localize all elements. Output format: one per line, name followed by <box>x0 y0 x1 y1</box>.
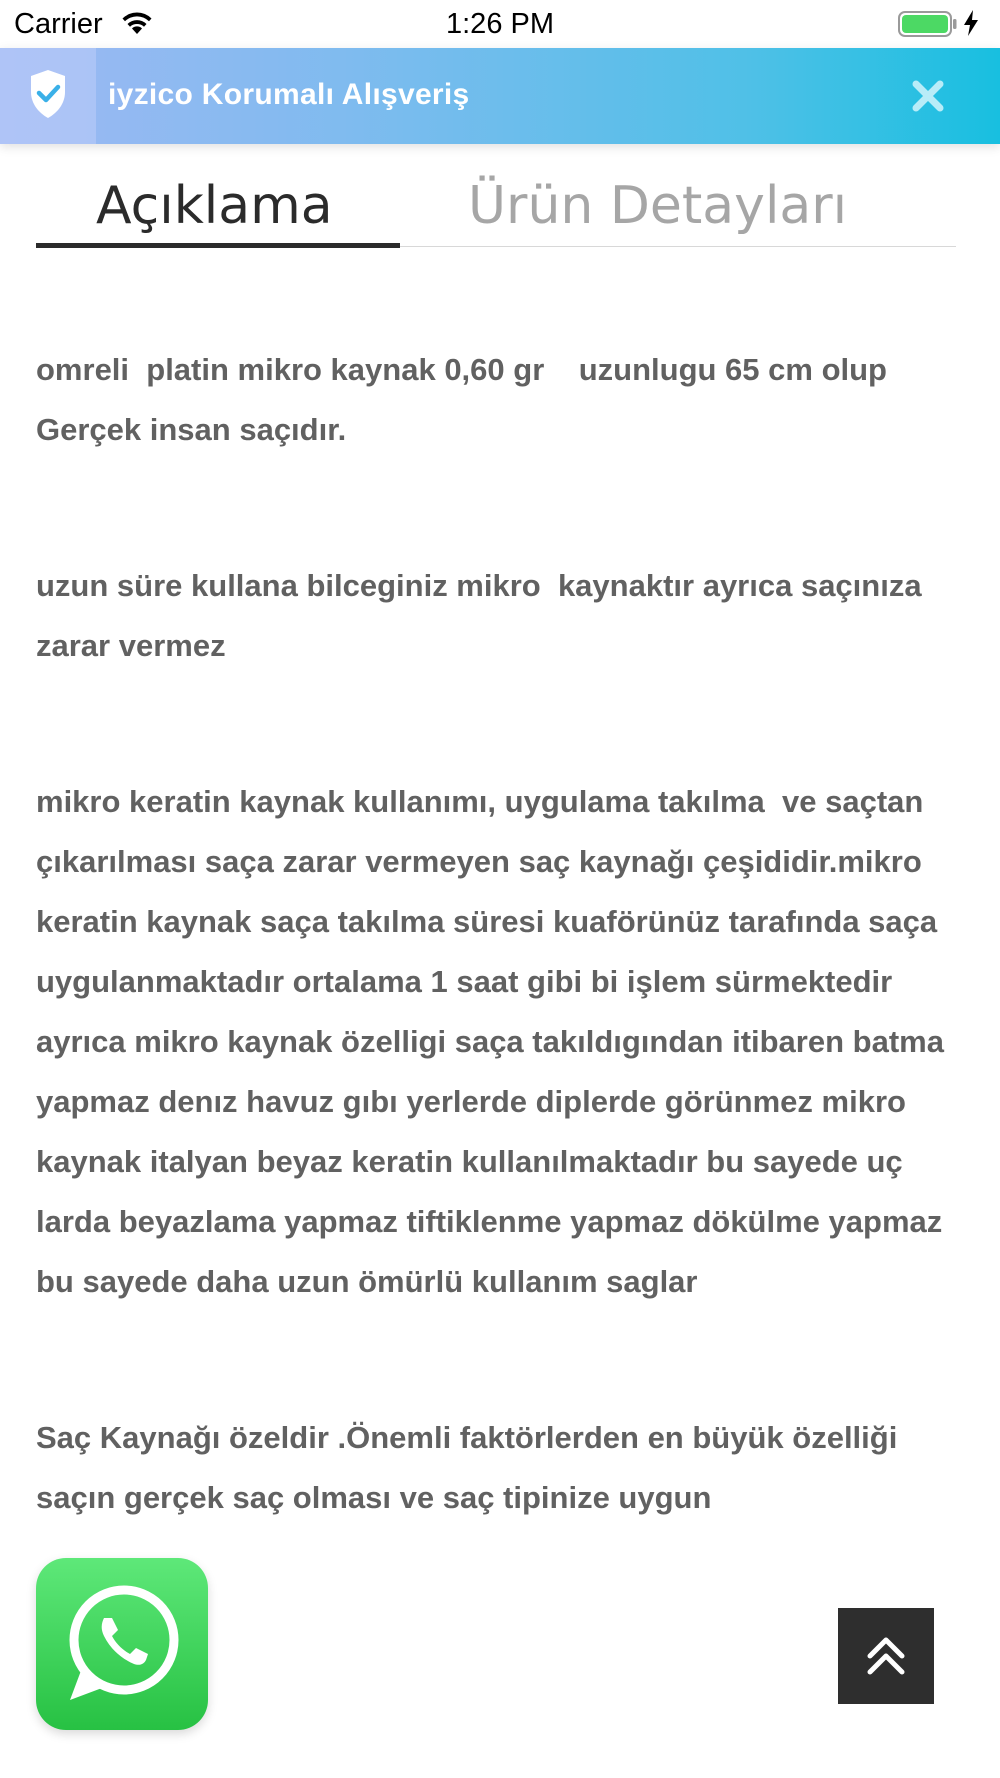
description-content <box>36 340 956 1528</box>
clock: 1:26 PM <box>446 8 554 40</box>
carrier-label: Carrier <box>14 8 103 40</box>
double-chevron-up-icon <box>866 1634 906 1678</box>
battery-icon <box>898 11 958 42</box>
paragraph-spacer <box>36 1312 956 1408</box>
status-bar <box>0 0 1000 48</box>
close-icon[interactable] <box>912 80 944 117</box>
banner-title: iyzico Korumalı Alışveriş <box>108 78 470 111</box>
charging-bolt-icon <box>962 9 980 42</box>
tab-description[interactable]: Açıklama <box>96 176 333 236</box>
description-paragraph: Saç Kaynağı özeldir .Önemli faktörlerden en büyük özelliği saçın gerçek saç olması ve saç tipinize uygun <box>36 1420 906 1515</box>
product-tabs <box>36 144 956 250</box>
shield-check-icon <box>28 68 68 120</box>
description-paragraph: mikro keratin kaynak kullanımı, uygulama takılma ve saçtan çıkarılması saça zarar vermeyen saç kaynağı çeşididir.mikro keratin kaynak saça takılma süresi kuaförünüz tarafında saça uygulanmaktadır ortalama 1 saat gibi bi işlem sürmektedir ayrıca mikro kaynak özelligi saça takıldıgından itibaren batma yapmaz denız havuz gıbı yerlerde diplerde görünmez mikro kaynak italyan beyaz keratin kullanılmaktadır bu sayede uç larda beyazlama yapmaz tiftiklenme yapmaz dökülme yapmaz bu sayede daha uzun ömürlü kullanım saglar <box>36 784 953 1299</box>
description-paragraph: omreli platin mikro kaynak 0,60 gr uzunlugu 65 cm olup Gerçek insan saçıdır. <box>36 352 896 447</box>
iyzico-protection-banner <box>0 48 1000 144</box>
tab-product-details[interactable]: Ürün Detayları <box>468 176 848 236</box>
scroll-to-top-button[interactable] <box>838 1608 934 1704</box>
whatsapp-icon <box>58 1578 186 1710</box>
whatsapp-button[interactable] <box>36 1558 208 1730</box>
paragraph-spacer <box>36 460 956 556</box>
description-paragraph: uzun süre kullana bilceginiz mikro kaynaktır ayrıca saçınıza zarar vermez <box>36 568 931 663</box>
paragraph-spacer <box>36 676 956 772</box>
banner-icon-box <box>0 48 96 144</box>
active-tab-indicator <box>36 243 400 248</box>
